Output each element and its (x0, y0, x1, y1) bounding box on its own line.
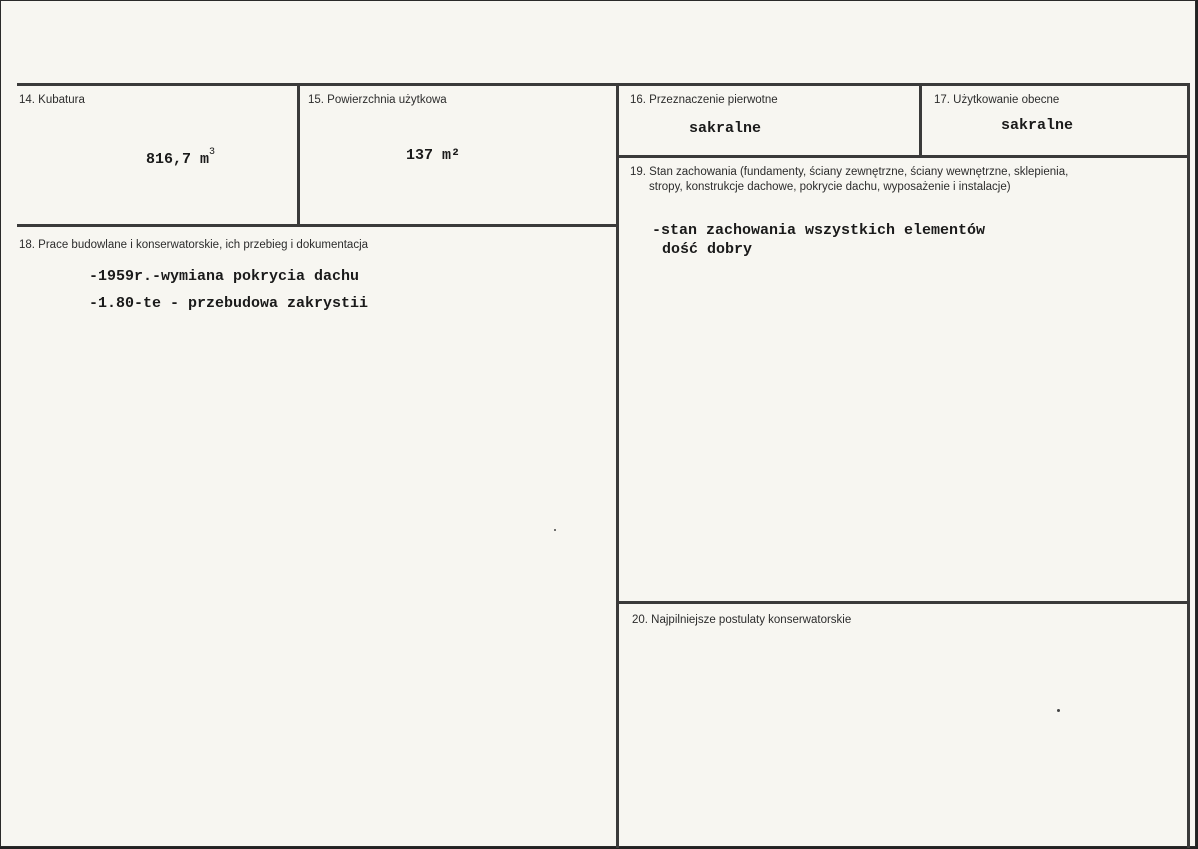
top-rule (17, 83, 1189, 86)
przeznaczenie-value: sakralne (689, 120, 762, 137)
kubatura-label: 14. Kubatura (19, 94, 85, 106)
paper-speck (1057, 709, 1060, 712)
kubatura-exponent: 3 (209, 147, 216, 158)
powierzchnia-label: 15. Powierzchnia użytkowa (308, 94, 447, 106)
paper-speck (554, 529, 556, 531)
przeznaczenie-label: 16. Przeznaczenie pierwotne (630, 94, 778, 106)
row1-bottom-rule-left (17, 224, 619, 227)
stan-zachowania-label-1: 19. Stan zachowania (fundamenty, ściany zewnętrzne, ściany wewnętrzne, sklepienia, (630, 166, 1069, 178)
uzytkowanie-value: sakralne (1001, 117, 1074, 134)
center-divider (616, 83, 619, 848)
kubatura-number: 816,7 m (146, 151, 210, 168)
right-border (1187, 83, 1190, 848)
divider-16-17 (919, 83, 922, 157)
section20-top-rule (617, 601, 1189, 604)
prace-line-1: -1959r.-wymiana pokrycia dachu (89, 268, 360, 285)
stan-line-2: dość dobry (662, 241, 753, 258)
prace-budowlane-label: 18. Prace budowlane i konserwatorskie, ich przebieg i dokumentacja (19, 239, 369, 251)
uzytkowanie-label: 17. Użytkowanie obecne (934, 94, 1060, 106)
stan-zachowania-label-2: stropy, konstrukcje dachowe, pokrycie dachu, wyposażenie i instalacje) (649, 181, 1011, 193)
divider-14-15 (297, 83, 300, 226)
prace-line-2: -1.80-te - przebudowa zakrystii (89, 295, 369, 312)
kubatura-value (146, 147, 215, 168)
powierzchnia-value: 137 m² (406, 147, 461, 164)
postulaty-label: 20. Najpilniejsze postulaty konserwatorskie (632, 614, 852, 626)
row1-bottom-rule-right (617, 155, 1189, 158)
stan-line-1: -stan zachowania wszystkich elementów (652, 222, 986, 239)
